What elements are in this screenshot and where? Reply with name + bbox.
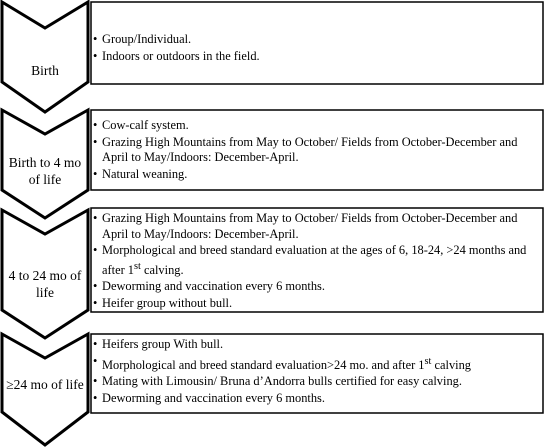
bullet-item: • Natural weaning. (93, 167, 539, 183)
bullet-item: • Deworming and vaccination every 6 months. (93, 279, 539, 295)
stage-label-24mo-plus: ≥24 mo of life (6, 377, 84, 392)
ordinal-suffix: st (424, 355, 432, 367)
info-box-4-to-24mo (93, 211, 539, 312)
stage-label-4-to-24mo: 4 to 24 mo of life (8, 268, 82, 300)
info-box-birth (93, 32, 539, 65)
bullet-text-prefix: Morphological and breed standard evaluation at the ages of 6, 18-24, >24 months and after 1 (102, 243, 527, 277)
ordinal-suffix: st (134, 260, 141, 272)
bullet-text-suffix: calving (431, 357, 471, 372)
bullet-item (93, 354, 539, 374)
stage-label-birth-to-4mo: Birth to 4 mo of life (8, 155, 82, 187)
info-box-24mo-plus (93, 337, 539, 407)
bullet-item (93, 243, 539, 278)
bullet-item: • Heifers group With bull. (93, 337, 539, 353)
bullet-item: • Group/Individual. (93, 32, 539, 48)
bullet-item: • Heifer group without bull. (93, 296, 539, 312)
bullet-item: • Indoors or outdoors in the field. (93, 49, 539, 65)
bullet-text-suffix: calving. (140, 262, 184, 277)
bullet-item: • Grazing High Mountains from May to October/ Fields from October-December and April to May/Indoors: December-April. (93, 211, 539, 242)
bullet-item: • Grazing High Mountains from May to October/ Fields from October-December and April to May/Indoors: December-April. (93, 135, 539, 166)
stage-label-birth: Birth (31, 63, 59, 78)
bullet-item: • Mating with Limousin/ Bruna d’Andorra bulls certified for easy calving. (93, 374, 539, 390)
bullet-item: • Cow-calf system. (93, 118, 539, 134)
info-box-birth-to-4mo (93, 118, 539, 183)
bullet-item: • Deworming and vaccination every 6 months. (93, 391, 539, 407)
bullet-text-prefix: Morphological and breed standard evaluation>24 mo. and after 1 (102, 357, 425, 372)
stage-chevron-birth (2, 2, 88, 112)
